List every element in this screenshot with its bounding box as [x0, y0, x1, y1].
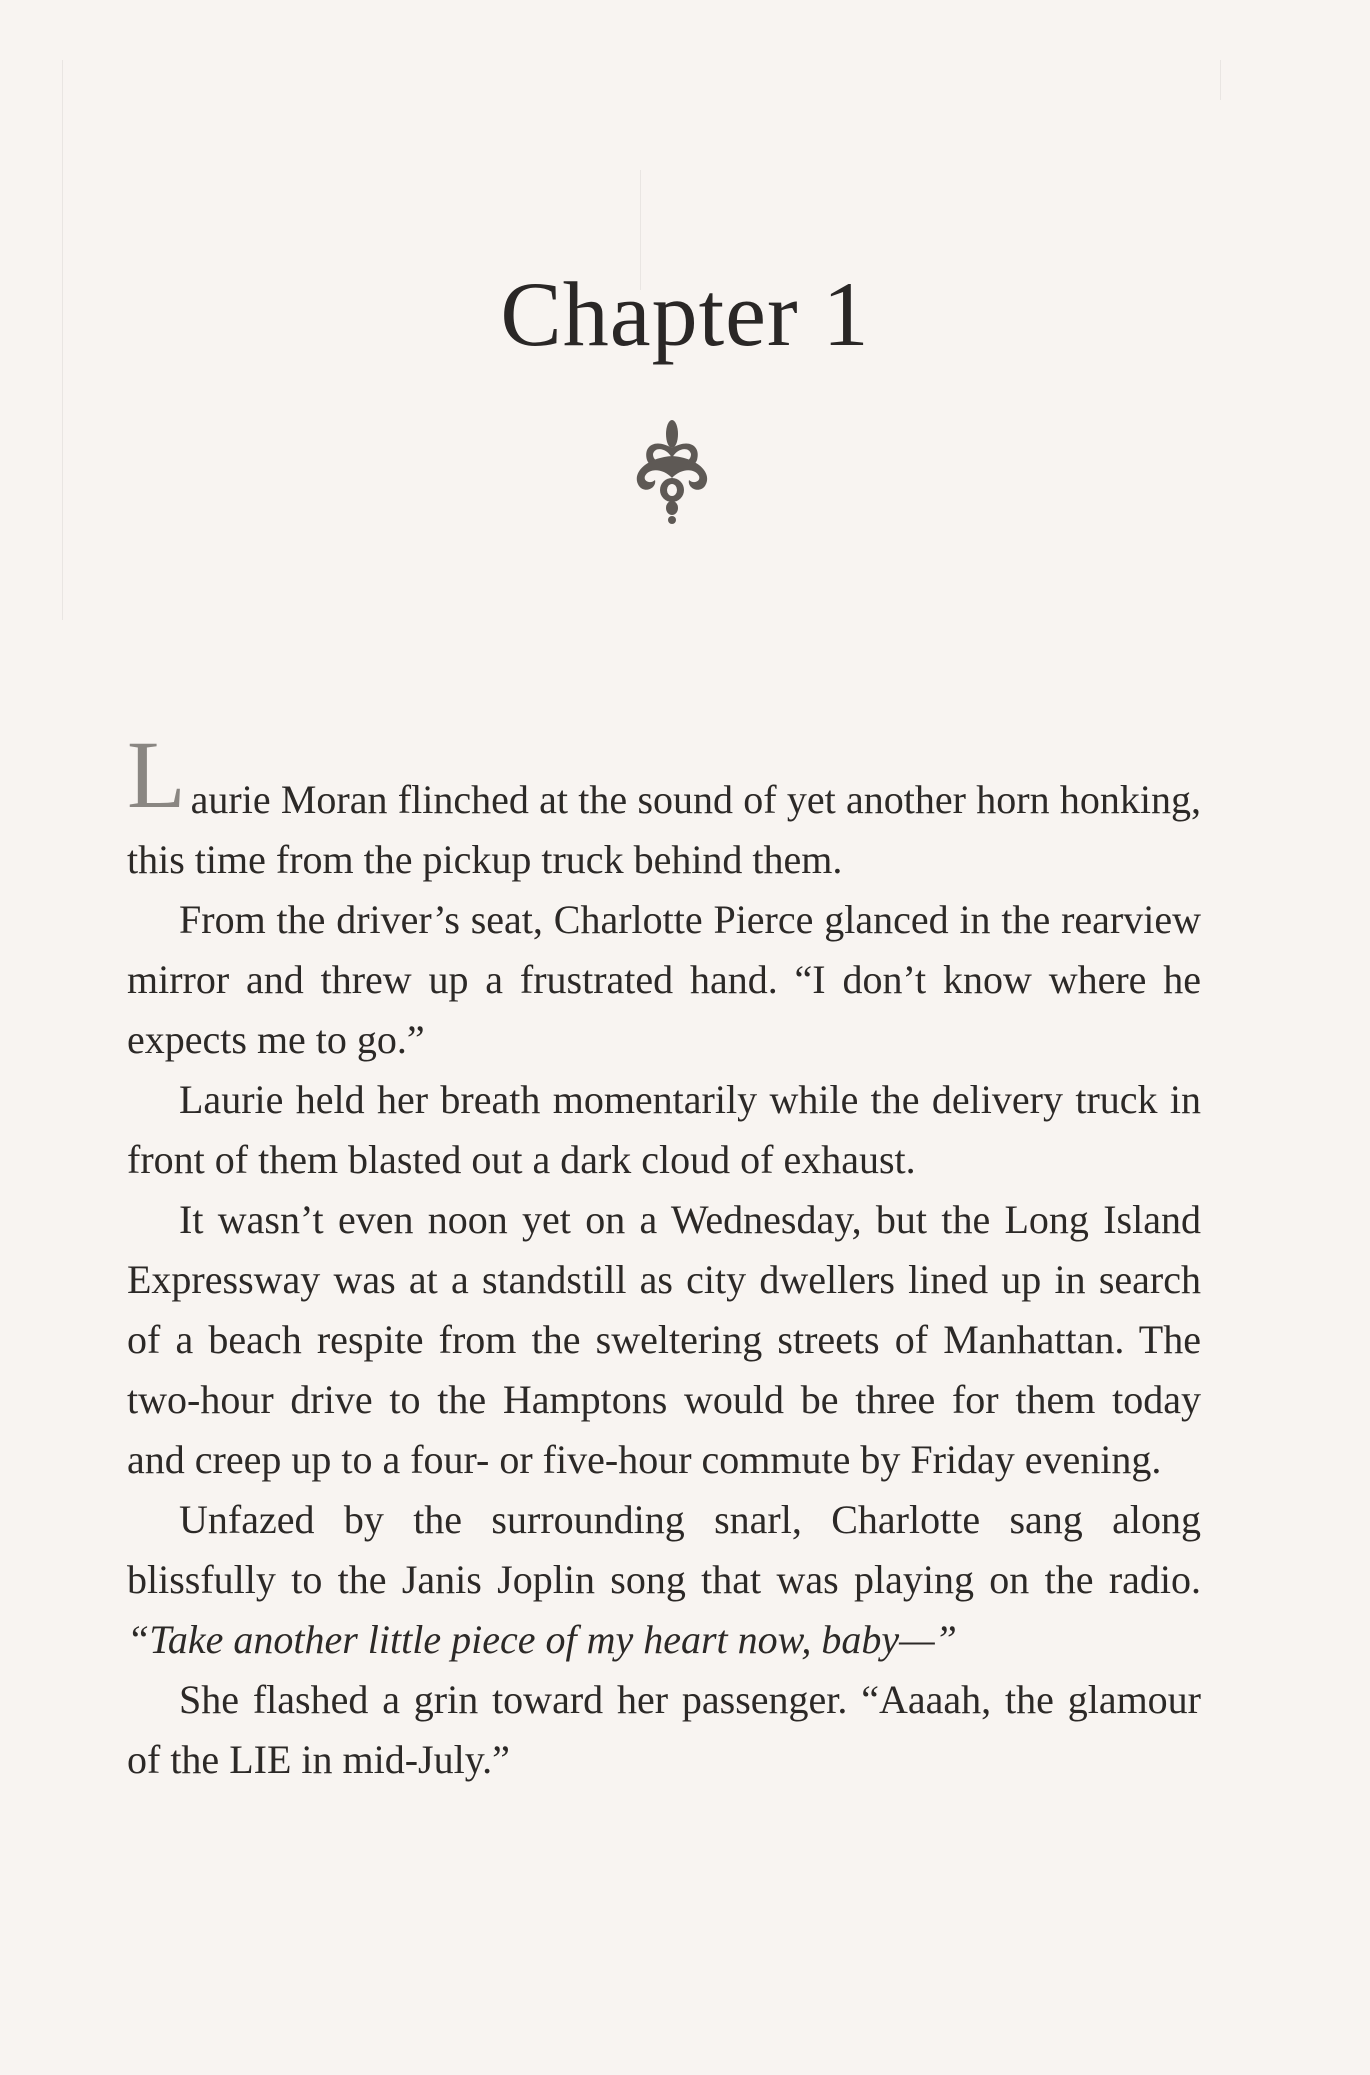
paragraph-5	[127, 1490, 1201, 1670]
paragraph-3	[127, 1070, 1201, 1190]
fleuron-ornament-icon	[625, 418, 719, 526]
scan-artifact-right	[1220, 60, 1221, 100]
paragraph-text: Unfazed by the surrounding snarl, Charlotte sang along blissfully to the Janis Joplin song that was playing on the radio.	[127, 1497, 1201, 1602]
drop-cap: L	[127, 721, 185, 828]
chapter-body	[127, 721, 1201, 1790]
paragraph-6	[127, 1670, 1201, 1790]
paragraph-4	[127, 1190, 1201, 1490]
paragraph-text: Laurie held her breath momentarily while the delivery truck in front of them blasted out a dark cloud of exhaust.	[127, 1077, 1201, 1182]
paragraph-text: She flashed a grin toward her passenger. “Aaaah, the glamour of the LIE in mid-July.”	[127, 1677, 1201, 1782]
paragraph-1	[127, 721, 1201, 890]
paragraph-text: aurie Moran flinched at the sound of yet another horn honking, this time from the pickup truck behind them.	[127, 777, 1201, 882]
paragraph-2	[127, 890, 1201, 1070]
paragraph-text: From the driver’s seat, Charlotte Pierce glanced in the rearview mirror and threw up a frustrated hand. “I don’t know where he expects me to go.”	[127, 897, 1201, 1062]
chapter-title: Chapter 1	[500, 263, 870, 365]
song-lyric: “Take another little piece of my heart now, baby—”	[127, 1617, 957, 1662]
paragraph-text: It wasn’t even noon yet on a Wednesday, but the Long Island Expressway was at a standstill as city dwellers lined up in search of a beach respite from the sweltering streets of Manhattan. The two-hour drive to the Hamptons would be three for them today and creep up to a four- or five-hour commute by Friday evening.	[127, 1197, 1201, 1482]
